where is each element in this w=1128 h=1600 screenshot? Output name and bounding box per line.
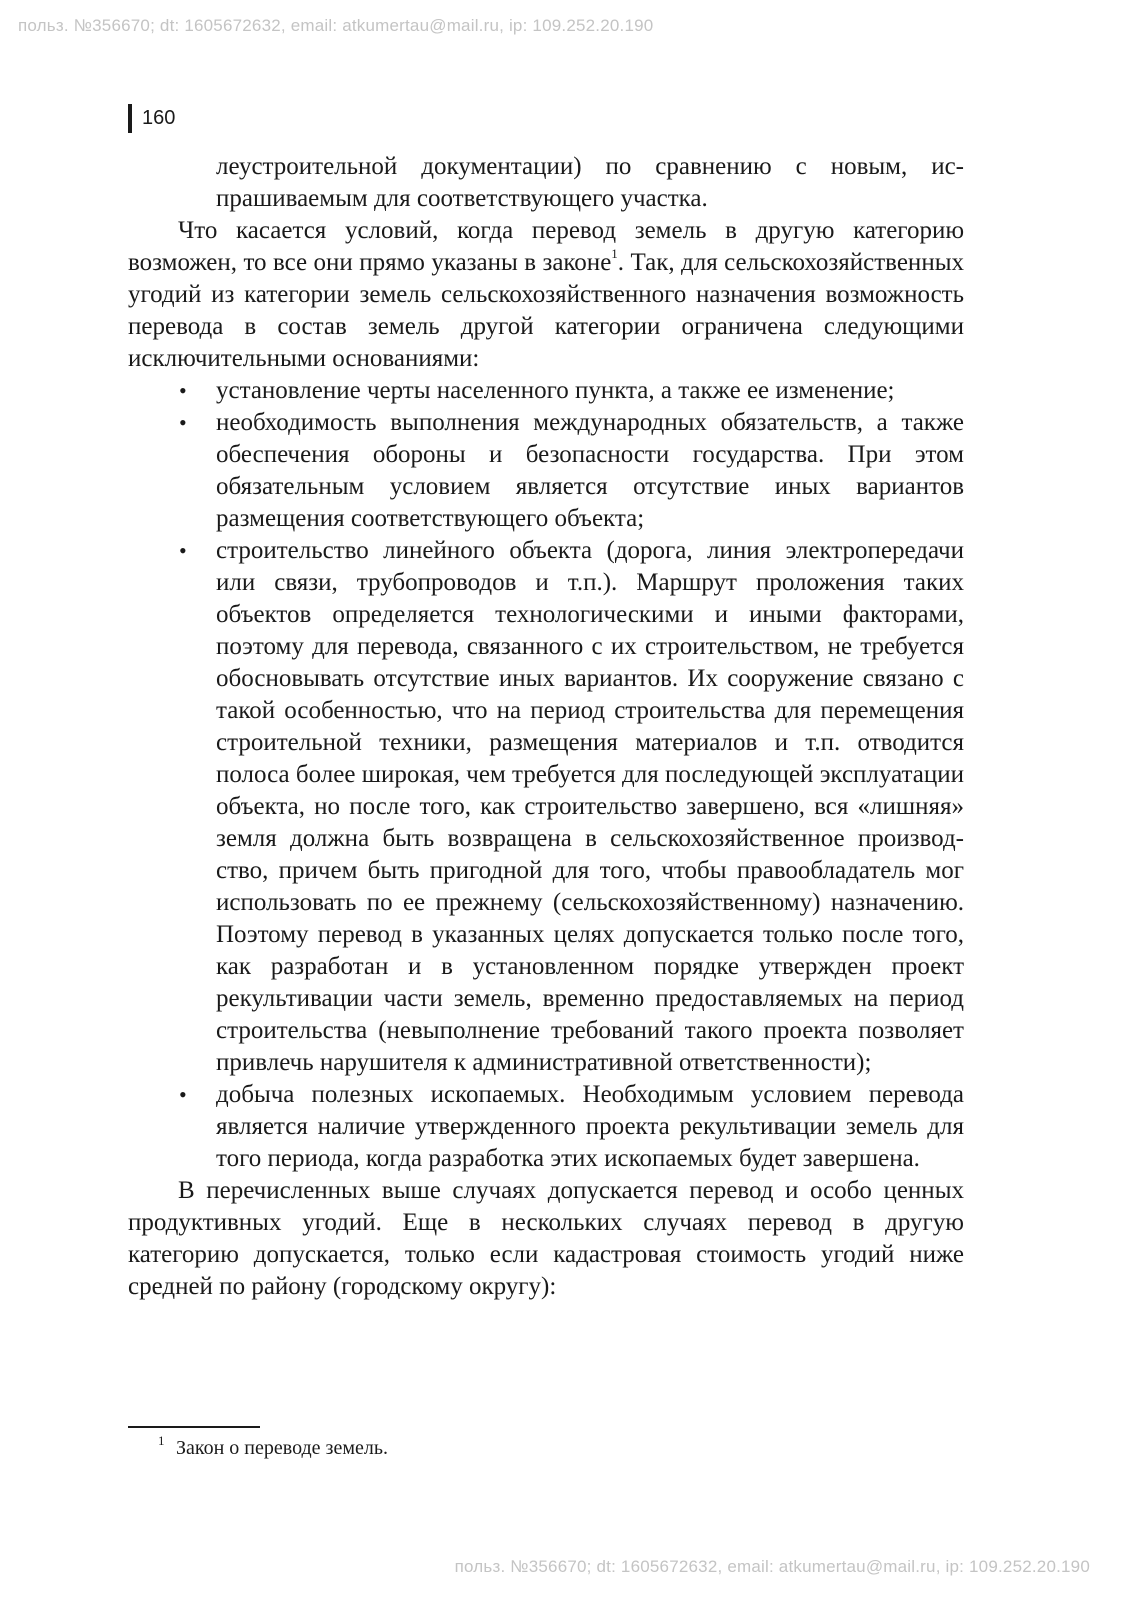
footnote [158,1434,388,1462]
list-item-text: установление черты населенного пункта, а также ее изменение; [216,377,895,404]
list-item [179,535,964,1079]
bullet-icon: • [179,410,187,435]
list-item [179,1079,964,1175]
bullet-icon: • [179,1082,187,1107]
list-item-text: добыча полезных ископаемых. Необходимым условием перевода является наличие утвержденного проекта рекультивации земель для того периода, когда разработка этих ископаемых будет завершена. [216,1081,964,1172]
paragraph-valuable-lands: В перечисленных выше случаях допускается перевод и особо ценных продуктивных угодий. Еще в нескольких случаях перевод в другую категорию допускается, только если кадастровая стоимость угодий ниже средней по району (городскому округу): [128,1177,964,1300]
page-number-bar [128,104,132,133]
footnote-number: 1 [158,1433,165,1448]
footnote-marker [158,1434,176,1462]
list-item [179,407,964,535]
page-number: 160 [142,107,176,129]
paragraph-conditions [128,215,964,375]
footnote-divider [128,1426,260,1428]
paragraph-text: Что касается условий, когда перевод земель в другую категорию возможен, то все они прямо указаны в законе [128,217,964,276]
footnote-text: Закон о переводе земель. [176,1437,388,1459]
bullet-icon: • [179,538,187,563]
watermark-top: польз. №356670; dt: 1605672632, email: atkumertau@mail.ru, ip: 109.252.20.190 [18,16,654,35]
bullet-list [128,375,964,1175]
paragraph-text: . Так, для сельскохозяйственных угодий из категории земель сельскохозяйственного назначения возможность перевода в состав земель другой категории ограничена следующими исключительными основаниями: [128,249,964,372]
body-text [128,151,964,1303]
paragraph-continued: леустроительной документации) по сравнению с новым, испрашиваемым для соответствующего участка. [216,153,964,212]
bullet-icon: • [179,378,187,403]
footnote-reference: 1 [611,246,618,261]
list-item [179,375,964,407]
watermark-bottom: польз. №356670; dt: 1605672632, email: atkumertau@mail.ru, ip: 109.252.20.190 [454,1557,1090,1576]
list-item-text: строительство линейного объекта (дорога, линия электропередачи или связи, трубопроводов и т.п.). Маршрут проложения таких объектов определяется технологическими и иными факторами, поэтому для перевода, связанного с их строительством, не требуется обосновывать отсутствие иных вариантов. Их сооружение связано с такой особенностью, что на период строительства для перемещения строительной техники, размещения материалов и т.п. отводится полоса более широкая, чем требуется для последующей эксплуатации объекта, но после того, как строительство завершено, вся «лишняя» земля должна быть возвращена в сельскохозяйственное производство, причем быть пригодной для того, чтобы правообладатель мог использовать по ее прежнему (сельскохозяйственному) назначению. Поэтому перевод в указанных целях допускается только после того, как разработан и в установленном порядке утвержден проект рекультивации части земель, временно предоставляемых на период строительства (невыполнение требований такого проекта позволяет привлечь нарушителя к административной ответственности); [216,537,964,1076]
list-item-text: необходимость выполнения международных обязательств, а также обеспечения обороны и безопасности государства. При этом обязательным условием является отсутствие иных вариантов размещения соответствующего объекта; [216,409,964,532]
